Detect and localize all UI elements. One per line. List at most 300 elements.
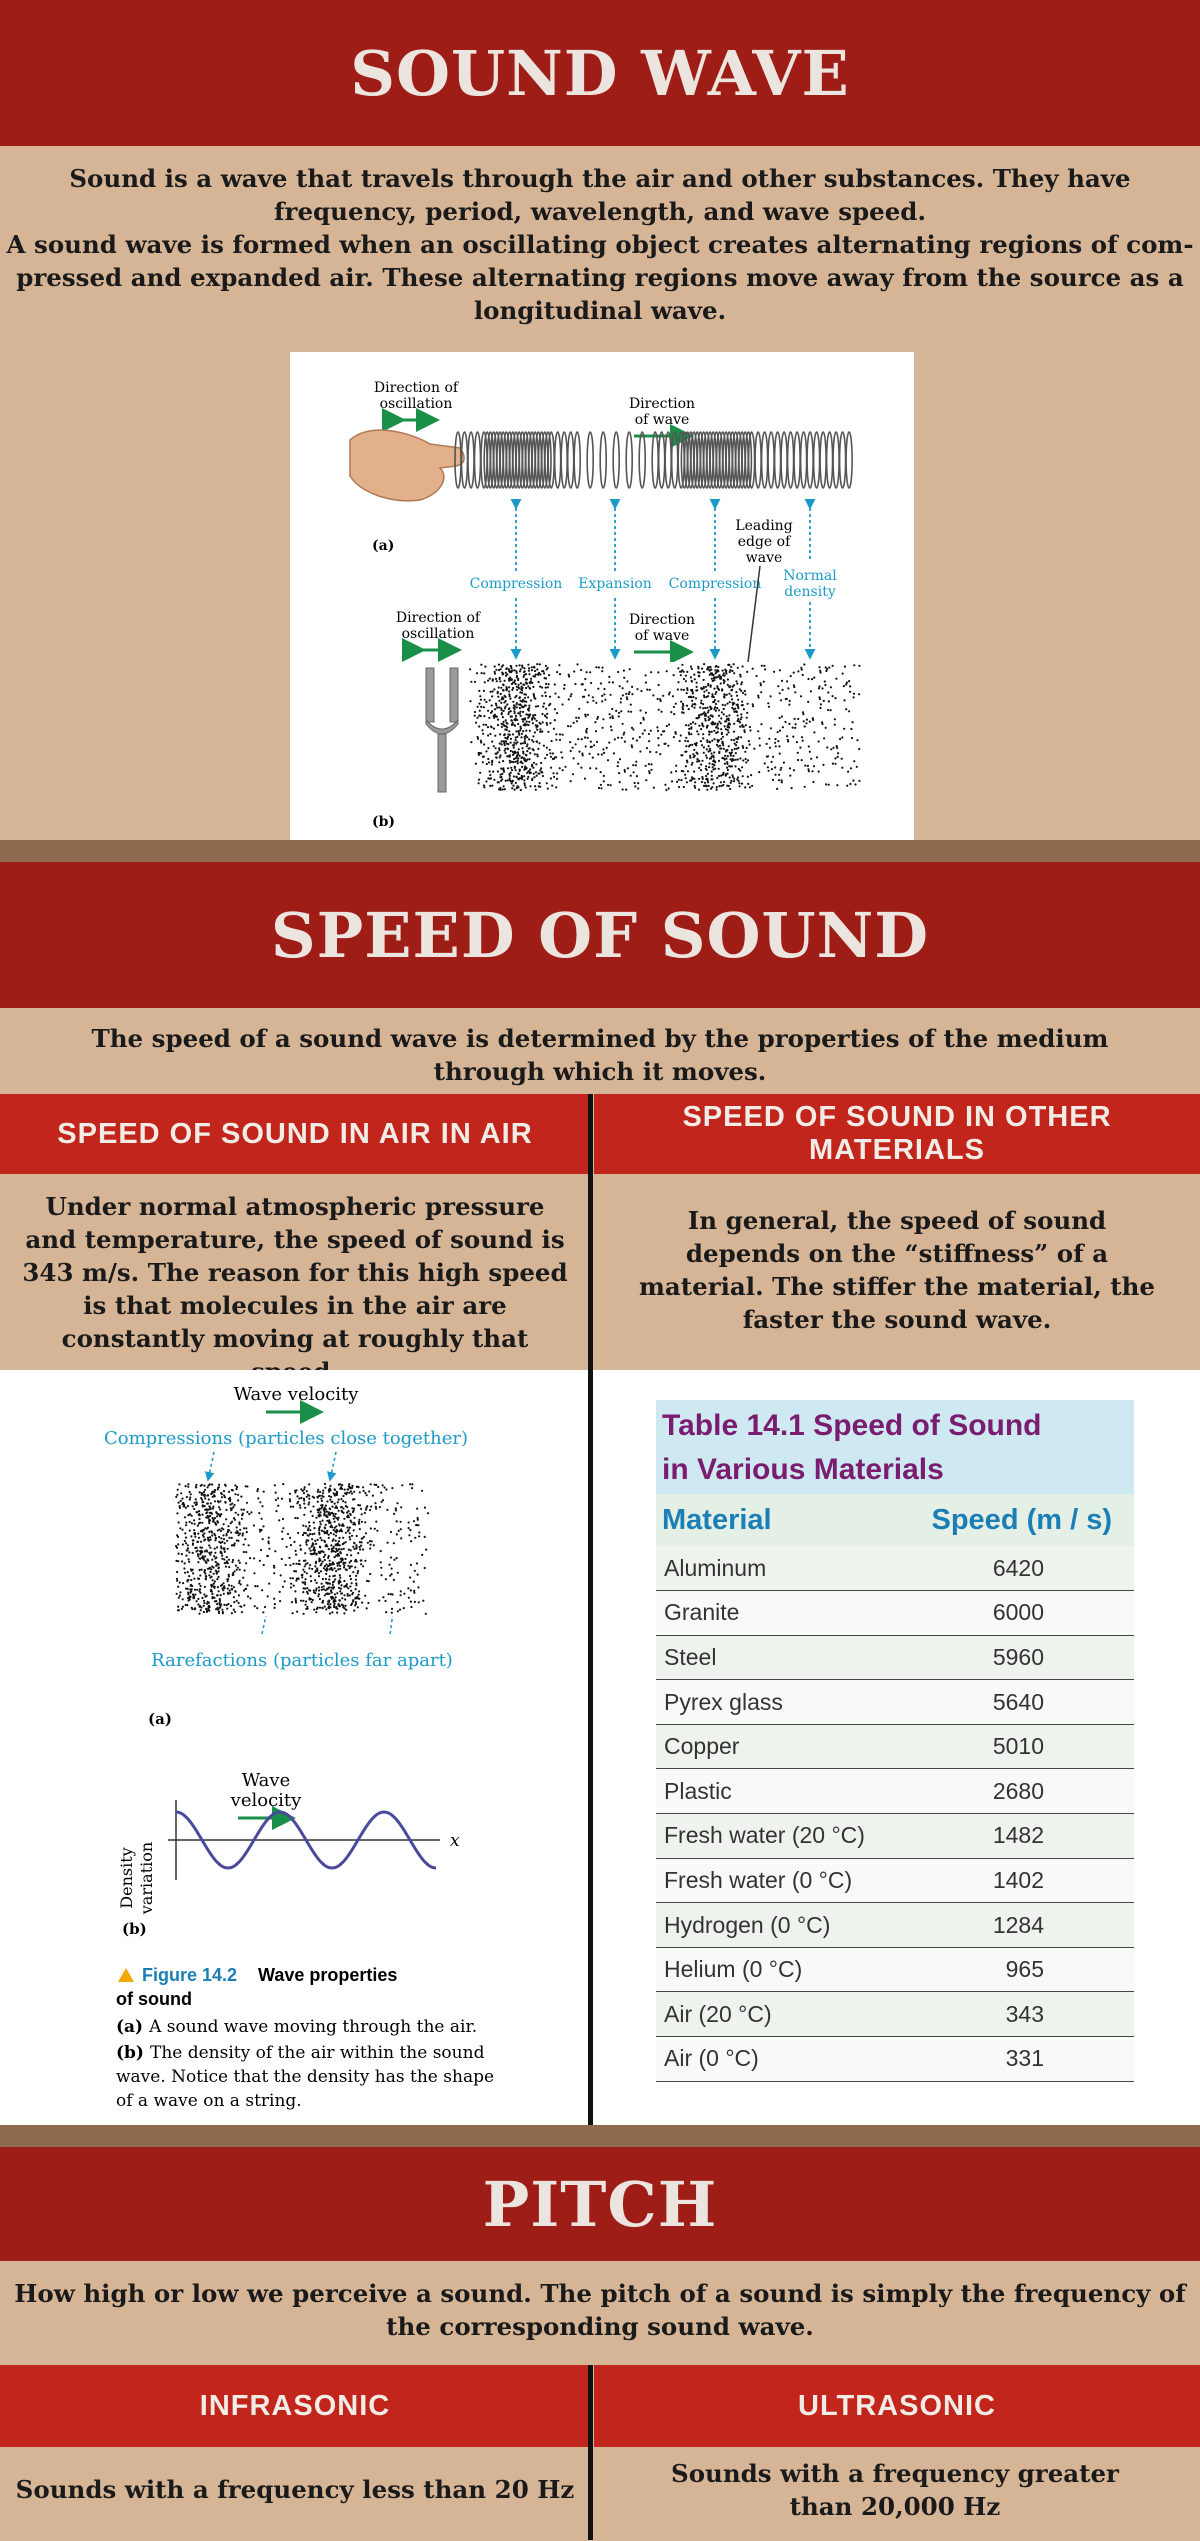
particle	[218, 1501, 220, 1503]
particle	[849, 783, 851, 785]
particle	[686, 705, 688, 707]
particle	[686, 692, 688, 694]
particle	[480, 741, 482, 743]
particle	[204, 1538, 206, 1540]
compressions-label: Compressions (particles close together)	[103, 1428, 469, 1449]
particle	[211, 1491, 213, 1493]
particle	[319, 1598, 321, 1600]
particle	[523, 676, 525, 678]
particle	[723, 696, 725, 698]
particle	[306, 1562, 308, 1564]
particle	[558, 696, 560, 698]
particle	[640, 690, 642, 692]
particle	[274, 1607, 276, 1609]
particle	[212, 1508, 214, 1510]
particle	[584, 689, 586, 691]
particle	[610, 694, 612, 696]
particle	[483, 724, 485, 726]
particle	[802, 740, 804, 742]
particle	[521, 747, 523, 749]
particle	[178, 1483, 180, 1485]
particle	[679, 740, 681, 742]
particle	[424, 1507, 426, 1509]
particle	[203, 1600, 205, 1602]
particle	[520, 715, 522, 717]
particle	[242, 1513, 244, 1515]
particle	[318, 1593, 320, 1595]
spring-loop	[755, 432, 761, 488]
particle	[268, 1542, 270, 1544]
speed-of-sound-title: SPEED OF SOUND	[270, 898, 930, 972]
particle	[400, 1590, 402, 1592]
particle	[723, 781, 725, 783]
particle	[324, 1487, 326, 1489]
particle	[355, 1579, 357, 1581]
particle	[274, 1484, 276, 1486]
particle	[697, 666, 699, 668]
particle	[575, 717, 577, 719]
particle	[663, 743, 665, 745]
particle	[200, 1606, 202, 1608]
particle	[523, 779, 525, 781]
particle	[220, 1530, 222, 1532]
particle	[518, 748, 520, 750]
particle	[177, 1489, 179, 1491]
particle	[645, 712, 647, 714]
particle	[348, 1510, 350, 1512]
particle	[235, 1488, 237, 1490]
particle	[396, 1502, 398, 1504]
particle	[724, 720, 726, 722]
particle	[206, 1509, 208, 1511]
particle	[554, 708, 556, 710]
particle	[701, 668, 703, 670]
particle	[648, 733, 650, 735]
particle	[245, 1562, 247, 1564]
particle	[309, 1525, 311, 1527]
particle	[341, 1530, 343, 1532]
particle	[527, 776, 529, 778]
particle	[555, 733, 557, 735]
particle	[698, 675, 700, 677]
particle	[711, 763, 713, 765]
particle	[178, 1502, 180, 1504]
particle	[733, 780, 735, 782]
particle	[320, 1570, 322, 1572]
particle	[560, 751, 562, 753]
particle	[539, 728, 541, 730]
particle	[521, 733, 523, 735]
particle	[242, 1577, 244, 1579]
particle	[626, 696, 628, 698]
particle	[228, 1491, 230, 1493]
particle	[343, 1564, 345, 1566]
particle	[506, 723, 508, 725]
particle	[592, 757, 594, 759]
particle	[721, 757, 723, 759]
particle	[711, 693, 713, 695]
particle	[529, 730, 531, 732]
particle	[226, 1540, 228, 1542]
particle	[581, 753, 583, 755]
particle	[688, 708, 690, 710]
particle	[305, 1541, 307, 1543]
particle	[610, 784, 612, 786]
particle	[371, 1540, 373, 1542]
particle	[726, 761, 728, 763]
particle	[179, 1582, 181, 1584]
rarefactions-label: Rarefactions (particles far apart)	[151, 1650, 453, 1671]
particle	[308, 1521, 310, 1523]
particle	[790, 675, 792, 677]
particle	[570, 693, 572, 695]
particle	[314, 1540, 316, 1542]
particle	[709, 666, 711, 668]
particle	[230, 1531, 232, 1533]
particle	[852, 721, 854, 723]
particle	[188, 1561, 190, 1563]
particle	[711, 678, 713, 680]
particle	[237, 1540, 239, 1542]
particle	[657, 737, 659, 739]
particle	[348, 1486, 350, 1488]
particle	[329, 1564, 331, 1566]
particle	[650, 730, 652, 732]
particle	[700, 700, 702, 702]
particle	[239, 1529, 241, 1531]
particle	[498, 749, 500, 751]
pitch-intro	[0, 2261, 1200, 2365]
particle	[203, 1532, 205, 1534]
particle	[712, 680, 714, 682]
particle	[324, 1569, 326, 1571]
particle	[780, 767, 782, 769]
particle	[523, 706, 525, 708]
particle	[676, 781, 678, 783]
particle	[580, 767, 582, 769]
particle	[179, 1527, 181, 1529]
particle	[707, 683, 709, 685]
particle	[479, 772, 481, 774]
particle	[192, 1572, 194, 1574]
particle	[206, 1528, 208, 1530]
particle	[322, 1504, 324, 1506]
particle	[522, 720, 524, 722]
particle	[403, 1607, 405, 1609]
particle	[227, 1578, 229, 1580]
particle	[256, 1490, 258, 1492]
particle	[340, 1584, 342, 1586]
particle	[329, 1575, 331, 1577]
particle	[224, 1562, 226, 1564]
particle	[632, 764, 634, 766]
particle	[313, 1527, 315, 1529]
particle	[228, 1537, 230, 1539]
sound-wave-intro-p2: A sound wave is formed when an oscillating object creates alternating regions of com-pressed and expanded air. These alternating regions move away from the source as a longitudinal wave.	[6, 230, 1194, 325]
particle	[209, 1571, 211, 1573]
particle	[740, 718, 742, 720]
particle	[358, 1598, 360, 1600]
particle	[218, 1536, 220, 1538]
particle	[277, 1505, 279, 1507]
particle	[478, 703, 480, 705]
particle	[217, 1576, 219, 1578]
particle	[845, 708, 847, 710]
particle	[595, 702, 597, 704]
particle	[391, 1568, 393, 1570]
particle	[497, 770, 499, 772]
particle	[491, 695, 493, 697]
particle	[726, 715, 728, 717]
particle	[688, 728, 690, 730]
particle	[290, 1506, 292, 1508]
particle	[722, 784, 724, 786]
particle	[177, 1609, 179, 1611]
particle	[333, 1586, 335, 1588]
particle	[280, 1574, 282, 1576]
particle	[228, 1566, 230, 1568]
particle	[226, 1556, 228, 1558]
particle	[224, 1551, 226, 1553]
particle	[487, 680, 489, 682]
particle	[698, 760, 700, 762]
table-row	[656, 1903, 1134, 1948]
particle	[534, 785, 536, 787]
particle	[263, 1491, 265, 1493]
particle	[214, 1548, 216, 1550]
particle	[346, 1516, 348, 1518]
particle	[476, 672, 478, 674]
particle	[189, 1496, 191, 1498]
sound-wave-figure	[290, 352, 914, 840]
particle	[346, 1526, 348, 1528]
particle	[237, 1494, 239, 1496]
particle	[669, 691, 671, 693]
particle	[304, 1604, 306, 1606]
particle	[195, 1484, 197, 1486]
particle	[481, 672, 483, 674]
particle	[241, 1611, 243, 1613]
particle	[483, 715, 485, 717]
particle	[570, 725, 572, 727]
particle	[333, 1529, 335, 1531]
particle	[828, 667, 830, 669]
particle	[505, 705, 507, 707]
particle	[210, 1589, 212, 1591]
particle	[731, 774, 733, 776]
particle	[706, 789, 708, 791]
particle	[257, 1497, 259, 1499]
particle	[706, 689, 708, 691]
particle	[346, 1554, 348, 1556]
particle	[603, 693, 605, 695]
particle	[789, 775, 791, 777]
particle	[344, 1501, 346, 1503]
particle	[713, 782, 715, 784]
particle	[841, 736, 843, 738]
particle	[355, 1588, 357, 1590]
particle	[351, 1492, 353, 1494]
particle	[184, 1562, 186, 1564]
particle	[538, 772, 540, 774]
particle	[261, 1518, 263, 1520]
spring-loop	[574, 432, 580, 488]
particle	[808, 745, 810, 747]
particle	[487, 734, 489, 736]
particle	[736, 695, 738, 697]
particle	[836, 747, 838, 749]
particle	[525, 713, 527, 715]
particle	[313, 1522, 315, 1524]
particle	[531, 669, 533, 671]
ultrasonic-column	[590, 2365, 1200, 2540]
particle	[195, 1498, 197, 1500]
particle	[841, 767, 843, 769]
particle	[577, 738, 579, 740]
particle	[299, 1504, 301, 1506]
particle	[200, 1530, 202, 1532]
particle	[487, 747, 489, 749]
particle	[509, 775, 511, 777]
particle	[545, 687, 547, 689]
particle	[760, 691, 762, 693]
particle	[733, 759, 735, 761]
particle	[693, 771, 695, 773]
particle	[832, 665, 834, 667]
particle	[182, 1582, 184, 1584]
particle	[257, 1488, 259, 1490]
particle	[205, 1549, 207, 1551]
particle	[224, 1542, 226, 1544]
particle	[214, 1600, 216, 1602]
particle	[301, 1574, 303, 1576]
particle	[734, 748, 736, 750]
particle	[497, 692, 499, 694]
particle	[188, 1599, 190, 1601]
particle	[827, 691, 829, 693]
particle	[825, 783, 827, 785]
particle	[519, 707, 521, 709]
particle	[334, 1598, 336, 1600]
particle	[396, 1533, 398, 1535]
particle	[308, 1567, 310, 1569]
particle	[234, 1484, 236, 1486]
particle	[362, 1565, 364, 1567]
particle	[807, 765, 809, 767]
particle	[246, 1511, 248, 1513]
particle	[237, 1514, 239, 1516]
particle	[712, 701, 714, 703]
particle	[249, 1557, 251, 1559]
particle	[703, 691, 705, 693]
particle	[690, 696, 692, 698]
particle	[516, 703, 518, 705]
particle	[365, 1532, 367, 1534]
particle	[601, 700, 603, 702]
particle	[489, 699, 491, 701]
particle	[725, 775, 727, 777]
particle	[849, 691, 851, 693]
particle	[324, 1511, 326, 1513]
particle	[182, 1543, 184, 1545]
particle	[721, 733, 723, 735]
particle	[194, 1547, 196, 1549]
speed-cell: 6420	[939, 1546, 1134, 1591]
particle	[337, 1555, 339, 1557]
particle	[369, 1509, 371, 1511]
particle	[770, 695, 772, 697]
particle	[589, 671, 591, 673]
particle	[332, 1540, 334, 1542]
sound-wave-title: SOUND WAVE	[350, 36, 850, 110]
particle	[685, 737, 687, 739]
particle	[562, 769, 564, 771]
particle	[706, 668, 708, 670]
particle	[194, 1594, 196, 1596]
particle	[349, 1527, 351, 1529]
particle	[741, 716, 743, 718]
particle	[727, 678, 729, 680]
particle	[741, 701, 743, 703]
particle	[783, 762, 785, 764]
particle	[547, 667, 549, 669]
particle	[499, 754, 501, 756]
particle	[660, 700, 662, 702]
particle	[262, 1538, 264, 1540]
particle	[385, 1488, 387, 1490]
particle	[313, 1533, 315, 1535]
particle	[602, 727, 604, 729]
particle	[834, 718, 836, 720]
particle	[200, 1541, 202, 1543]
particle	[631, 727, 633, 729]
particle	[522, 711, 524, 713]
particle	[695, 697, 697, 699]
particle	[335, 1535, 337, 1537]
particle	[323, 1551, 325, 1553]
particle	[350, 1514, 352, 1516]
particle	[302, 1581, 304, 1583]
particle	[236, 1526, 238, 1528]
particle	[410, 1540, 412, 1542]
infrasonic-subheading-text: INFRASONIC	[199, 2389, 391, 2422]
particle	[505, 700, 507, 702]
speed-cell: 1402	[939, 1858, 1134, 1903]
particle	[708, 766, 710, 768]
particle	[807, 701, 809, 703]
particle	[400, 1528, 402, 1530]
spring-loop	[794, 432, 800, 488]
particle	[597, 716, 599, 718]
particle	[858, 665, 860, 667]
particle	[361, 1538, 363, 1540]
direction-of-oscillation-label-a: Direction of	[373, 380, 459, 396]
particle	[374, 1528, 376, 1530]
particle	[544, 714, 546, 716]
particle	[549, 752, 551, 754]
particle	[253, 1557, 255, 1559]
particle	[319, 1491, 321, 1493]
particle	[626, 680, 628, 682]
particle	[325, 1524, 327, 1526]
particle	[304, 1578, 306, 1580]
particle	[188, 1513, 190, 1515]
speed-of-sound-intro	[0, 1008, 1200, 1094]
particle	[758, 737, 760, 739]
particle	[784, 721, 786, 723]
particle	[523, 775, 525, 777]
particle	[227, 1525, 229, 1527]
